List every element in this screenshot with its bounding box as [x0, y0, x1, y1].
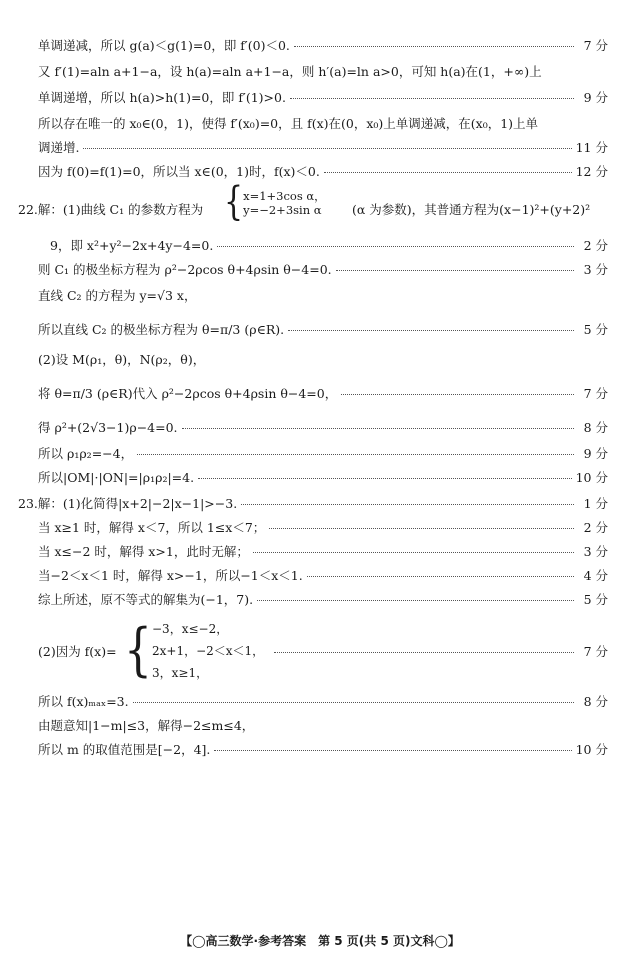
answer-line: 所以 ρ₁ρ₂=−4， 9 分 [38, 446, 608, 461]
q22-case-y: y=−2+3sin α [243, 203, 322, 217]
answer-line: 单调递减，所以 g(a)＜g(1)=0，即 f′(0)＜0. 7 分 [38, 38, 608, 53]
q22-label: 22.解：(1)曲线 C₁ 的参数方程为 [18, 202, 204, 217]
answer-line: 综上所述，原不等式的解集为(−1，7). 5 分 [38, 592, 608, 607]
q23-case-2: 2x+1，−2＜x＜1， [152, 644, 265, 658]
answer-line: 当−2＜x＜1 时，解得 x>−1，所以−1＜x＜1. 4 分 [38, 568, 608, 583]
answer-line: 所以|OM|·|ON|=|ρ₁ρ₂|=4. 10 分 [38, 470, 608, 485]
answer-line: 当 x≥1 时，解得 x＜7，所以 1≤x＜7； 2 分 [38, 520, 608, 535]
q23-f-label: (2)因为 f(x)= [38, 644, 117, 659]
answer-line: 所以直线 C₂ 的极坐标方程为 θ=π/3 (ρ∈R). 5 分 [38, 322, 608, 337]
answer-line: 当 x≤−2 时，解得 x>1，此时无解； 3 分 [38, 544, 608, 559]
q22-tail: (α 为参数)，其普通方程为(x−1)²+(y+2)² [352, 202, 591, 217]
q22-parametric-system: { x=1+3cos α， y=−2+3sin α [224, 179, 326, 226]
answer-line: (2)设 M(ρ₁，θ)，N(ρ₂，θ)， [38, 352, 206, 367]
answer-line: 由题意知|1−m|≤3，解得−2≤m≤4， [38, 718, 255, 733]
q23-piecewise: { −3，x≤−2， 2x+1，−2＜x＜1， 3，x≥1， [124, 617, 265, 684]
q22-case-x: x=1+3cos α， [243, 189, 326, 203]
answer-line: 23.解：(1)化简得|x+2|−2|x−1|>−3. 1 分 [18, 496, 608, 511]
q23-case-3: 3，x≥1， [152, 666, 209, 680]
answer-line: 所以 f(x)ₘₐₓ=3. 8 分 [38, 694, 608, 709]
answer-line: 将 θ=π/3 (ρ∈R)代入 ρ²−2ρcos θ+4ρsin θ−4=0， 7 分 [38, 386, 608, 401]
answer-line: 所以存在唯一的 x₀∈(0，1)，使得 f′(x₀)=0，且 f(x)在(0，x₀)上单调递减，在(x₀，1)上单 [38, 116, 539, 131]
answer-line: 9，即 x²+y²−2x+4y−4=0. 2 分 [50, 238, 608, 253]
answer-line: 所以 m 的取值范围是[−2，4]. 10 分 [38, 742, 608, 757]
answer-line: 单调递增，所以 h(a)>h(1)=0，即 f′(1)>0. 9 分 [38, 90, 608, 105]
answer-line: 得 ρ²+(2√3−1)ρ−4=0. 8 分 [38, 420, 608, 435]
answer-line: 则 C₁ 的极坐标方程为 ρ²−2ρcos θ+4ρsin θ−4=0. 3 分 [38, 262, 608, 277]
answer-line: 又 f′(1)=aln a+1−a，设 h(a)=aln a+1−a，则 h′(a)=ln a>0，可知 h(a)在(1，+∞)上 [38, 64, 542, 79]
answer-line: 直线 C₂ 的方程为 y=√3 x， [38, 288, 197, 303]
answer-line: 调递增. 11 分 [38, 140, 608, 155]
q23-case-1: −3，x≤−2， [152, 622, 229, 636]
answer-line: 因为 f(0)=f(1)=0，所以当 x∈(0，1)时，f(x)＜0. 12 分 [38, 164, 608, 179]
answer-line: 7 分 [270, 644, 608, 660]
page-footer: 【◯高三数学·参考答案 第 5 页(共 5 页)文科◯】 [180, 934, 460, 948]
